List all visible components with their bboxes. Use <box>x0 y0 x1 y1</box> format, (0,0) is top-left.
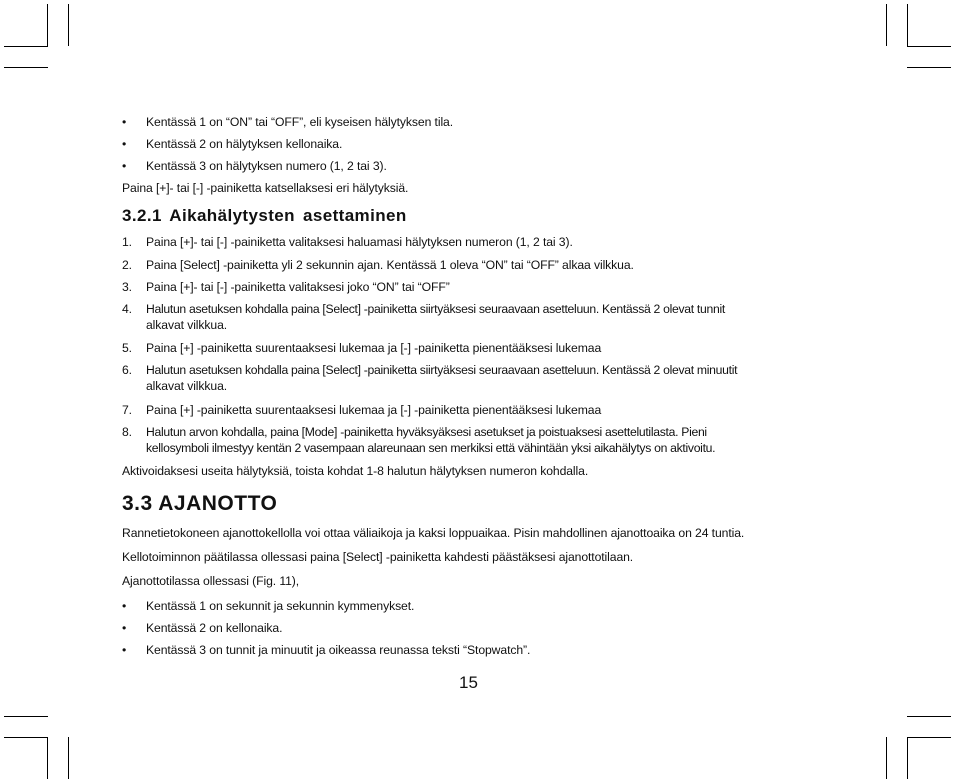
step-number: 3. <box>122 280 132 294</box>
step-text: Halutun asetuksen kohdalla paina [Select] -painiketta siirtyäksesi seuraavaan asetteluun. Kentässä 2 olevat minuutit <box>146 363 738 377</box>
step-text-continued: alkavat vilkkua. <box>146 318 228 332</box>
bullet-symbol: • <box>122 159 127 173</box>
crop-mark <box>4 737 48 738</box>
list-item-text: Kentässä 3 on tunnit ja minuutit ja oikeassa reunassa teksti “Stopwatch”. <box>146 643 531 657</box>
page-number: 15 <box>459 673 478 692</box>
crop-mark <box>886 4 887 46</box>
crop-mark <box>4 46 48 47</box>
step-item <box>122 363 846 394</box>
step-item <box>122 302 846 333</box>
step-text: Paina [+] -painiketta suurentaaksesi lukemaa ja [-] -painiketta pienentääksesi lukemaa <box>146 403 602 417</box>
crop-mark <box>907 737 908 779</box>
step-item <box>122 341 846 356</box>
bullet-symbol: • <box>122 137 127 151</box>
paragraph: Rannetietokoneen ajanottokellolla voi ottaa väliaikoja ja kaksi loppuaikaa. Pisin mahdollinen ajanottoaika on 24 tuntia. <box>122 526 745 540</box>
step-text-continued: alkavat vilkkua. <box>146 379 228 393</box>
step-number: 1. <box>122 235 132 249</box>
bullet-symbol: • <box>122 599 127 613</box>
step-item <box>122 258 846 273</box>
crop-mark <box>907 737 951 738</box>
step-number: 2. <box>122 258 132 272</box>
list-item-text: Kentässä 1 on sekunnit ja sekunnin kymmenykset. <box>146 599 415 613</box>
crop-mark <box>47 737 48 779</box>
list-item-text: Kentässä 1 on “ON” tai “OFF”, eli kyseisen hälytyksen tila. <box>146 115 454 129</box>
paragraph: Kellotoiminnon päätilassa ollessasi paina [Select] -painiketta kahdesti päästäksesi ajanottotilaan. <box>122 550 634 564</box>
paragraph: Ajanottotilassa ollessasi (Fig. 11), <box>122 574 300 588</box>
crop-mark <box>68 737 69 779</box>
list-item <box>122 599 414 614</box>
crop-mark <box>907 67 951 68</box>
crop-mark <box>907 46 951 47</box>
crop-mark <box>907 716 951 717</box>
crop-mark <box>907 4 908 46</box>
step-item <box>122 235 846 250</box>
bullet-symbol: • <box>122 621 127 635</box>
list-item-text: Kentässä 2 on kellonaika. <box>146 621 283 635</box>
crop-mark <box>47 4 48 46</box>
section-heading: 3.2.1 Aikahälytysten asettaminen <box>122 206 407 225</box>
crop-mark <box>886 737 887 779</box>
list-item <box>122 115 453 130</box>
list-item <box>122 621 282 636</box>
list-item <box>122 137 342 152</box>
step-item <box>122 425 846 456</box>
step-text-continued: kellosymboli ilmestyy kentän 2 vasempaan alareunaan sen merkiksi että vähintään yksi aikahälytys on aktivoitu. <box>146 441 716 455</box>
list-item <box>122 643 530 658</box>
step-item <box>122 280 846 295</box>
step-text: Halutun arvon kohdalla, paina [Mode] -painiketta hyväksyäksesi asetukset ja poistuaksesi asettelutilasta. Pieni <box>146 425 707 439</box>
bullet-symbol: • <box>122 115 127 129</box>
step-item <box>122 403 846 418</box>
step-number: 5. <box>122 341 132 355</box>
bullet-symbol: • <box>122 643 127 657</box>
step-text: Paina [+] -painiketta suurentaaksesi lukemaa ja [-] -painiketta pienentääksesi lukemaa <box>146 341 602 355</box>
section-footer-note: Aktivoidaksesi useita hälytyksiä, toista kohdat 1-8 halutun hälytyksen numeron kohdalla. <box>122 464 589 478</box>
intro-paragraph: Paina [+]- tai [-] -painiketta katsellaksesi eri hälytyksiä. <box>122 181 409 195</box>
section-heading: 3.3 AJANOTTO <box>122 492 278 515</box>
list-item <box>122 159 387 174</box>
step-number: 8. <box>122 425 132 439</box>
crop-mark <box>4 67 48 68</box>
step-number: 4. <box>122 302 132 316</box>
step-number: 6. <box>122 363 132 377</box>
step-text: Paina [+]- tai [-] -painiketta valitaksesi joko “ON” tai “OFF” <box>146 280 450 294</box>
step-number: 7. <box>122 403 132 417</box>
list-item-text: Kentässä 3 on hälytyksen numero (1, 2 tai 3). <box>146 159 387 173</box>
crop-mark <box>68 4 69 46</box>
crop-mark <box>4 716 48 717</box>
list-item-text: Kentässä 2 on hälytyksen kellonaika. <box>146 137 343 151</box>
step-text: Halutun asetuksen kohdalla paina [Select] -painiketta siirtyäksesi seuraavaan asetteluun. Kentässä 2 olevat tunnit <box>146 302 725 316</box>
step-text: Paina [+]- tai [-] -painiketta valitaksesi haluamasi hälytyksen numeron (1, 2 tai 3). <box>146 235 573 249</box>
step-text: Paina [Select] -painiketta yli 2 sekunnin ajan. Kentässä 1 oleva “ON” tai “OFF” alkaa vilkkua. <box>146 258 634 272</box>
